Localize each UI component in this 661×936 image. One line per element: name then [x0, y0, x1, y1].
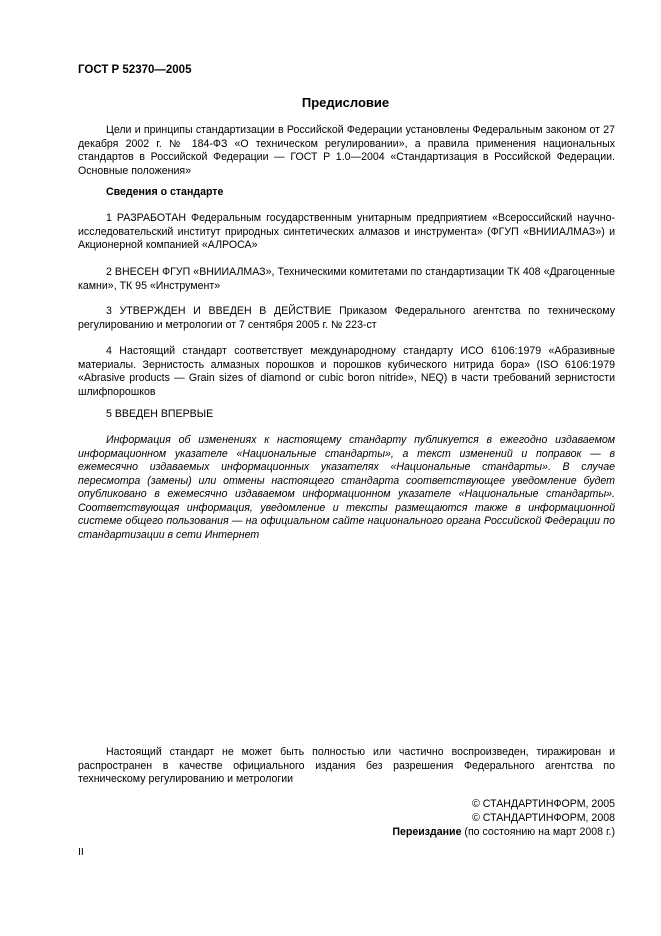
reissue-line: [392, 826, 615, 840]
copyright-line: © СТАНДАРТИНФОРМ, 2008: [472, 812, 615, 824]
copyright-line: © СТАНДАРТИНФОРМ, 2005: [472, 798, 615, 810]
reissue-label: Переиздание: [392, 826, 462, 838]
intro-paragraph: Цели и принципы стандартизации в Российской Федерации установлены Федеральным законом от 27 декабря 2002 г. № 184-ФЗ «О техническом регулировании», а правила применения национальных стандартов в Российской Федерации — ГОСТ Р 1.0—2004 «Стандартизация в Российской Федерации. Основные положения»: [78, 124, 615, 177]
page-number: II: [78, 846, 84, 858]
copyright-notice: Настоящий стандарт не может быть полностью или частично воспроизведен, тиражирован и распространен в качестве официального издания без разрешения Федерального агентства по техническому регулированию и метрологии: [78, 746, 615, 785]
list-item: 1 РАЗРАБОТАН Федеральным государственным унитарным предприятием «Всероссийский научно-исследовательский институт природных синтетических алмазов и инструмента» (ФГУП «ВНИИАЛМАЗ») и Акционерной компанией «АЛРОСА»: [78, 212, 615, 251]
list-item: 5 ВВЕДЕН ВПЕРВЫЕ: [106, 408, 214, 420]
page-title: Предисловие: [301, 95, 390, 110]
list-item: 2 ВНЕСЕН ФГУП «ВНИИАЛМАЗ», Техническими комитетами по стандартизации ТК 408 «Драгоценные камни», ТК 95 «Инструмент»: [78, 266, 615, 292]
reissue-note: (по состоянию на март 2008 г.): [461, 826, 615, 838]
info-heading: Сведения о стандарте: [106, 186, 224, 198]
list-item: 4 Настоящий стандарт соответствует международному стандарту ИСО 6106:1979 «Абразивные материалы. Зернистость алмазных порошков и порошков кубического нитрида бора» (ISO 6106:1979 «Abrasive products — Grain sizes of diamond or cubic boron nitride», NEQ) в части требований зернистости шлифпорошков: [78, 345, 615, 398]
notice-paragraph: Информация об изменениях к настоящему стандарту публикуется в ежегодно издаваемом информационном указателе «Национальные стандарты», а текст изменений и поправок — в ежемесячно издаваемых информационных указателях «Национальные стандарты». В случае пересмотра (замены) или отмены настоящего стандарта соответствующее уведомление будет опубликовано в ежемесячно издаваемом информационном указателе «Национальные стандарты». Соответствующая информация, уведомление и тексты размещаются также в информационной системе общего пользования — на официальном сайте национального органа Российской Федерации по стандартизации в сети Интернет: [78, 434, 615, 541]
list-item: 3 УТВЕРЖДЕН И ВВЕДЕН В ДЕЙСТВИЕ Приказом Федерального агентства по техническому регулированию и метрологии от 7 сентября 2005 г. № 223-ст: [78, 305, 615, 331]
document-code: ГОСТ Р 52370—2005: [78, 64, 192, 76]
